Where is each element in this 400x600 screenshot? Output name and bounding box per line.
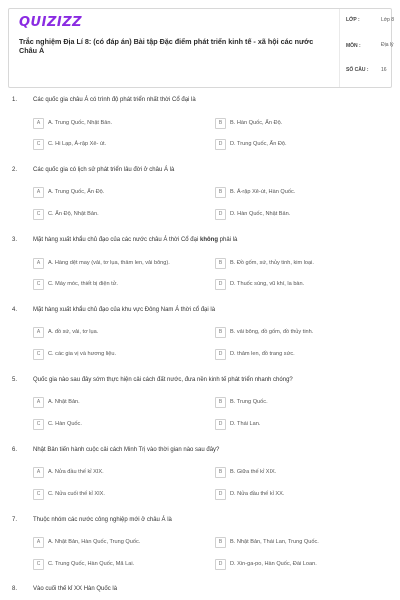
question-text-part: Mặt hàng xuất khẩu chủ đạo của các nước châu Á thời Cổ đại <box>33 237 200 243</box>
question-number: 3. <box>12 237 18 243</box>
option-letter-box: A <box>33 397 44 408</box>
question-count-label: SỐ CÂU : <box>346 67 369 73</box>
question-text: Các quốc gia có lịch sử phát triển lâu đời ở châu Á là <box>33 167 175 173</box>
option-b[interactable] <box>215 537 385 549</box>
option-letter-box: B <box>215 187 226 198</box>
worksheet-title: Trắc nghiệm Địa Lí 8: (có đáp án) Bài tập Đặc điểm phát triển kinh tế - xã hội các nước Châu Á <box>19 37 314 55</box>
option-letter-box: D <box>215 559 226 570</box>
option-text: C. Ấn Độ, Nhật Bản. <box>48 211 99 217</box>
option-letter-box: B <box>215 118 226 129</box>
option-text: B. Giữa thế kỉ XIX. <box>230 469 277 475</box>
option-text: D. Xin-ga-po, Hàn Quốc, Đài Loan. <box>230 561 317 567</box>
question-number: 8. <box>12 586 18 592</box>
option-b[interactable] <box>215 118 385 130</box>
option-letter-box: A <box>33 537 44 548</box>
option-d[interactable] <box>215 139 385 151</box>
question-text-part: phải là <box>217 237 238 243</box>
option-text: A. Hàng dệt may (vải, tơ lụa, thảm len, vải bông). <box>48 260 170 266</box>
option-letter-box: D <box>215 279 226 290</box>
option-letter-box: A <box>33 467 44 478</box>
option-c[interactable] <box>33 139 203 151</box>
option-d[interactable] <box>215 279 385 291</box>
option-a[interactable] <box>33 467 203 479</box>
option-letter-box: C <box>33 489 44 500</box>
option-text: C. Máy móc, thiết bị điện tử. <box>48 281 118 287</box>
option-b[interactable] <box>215 327 385 339</box>
question-number: 7. <box>12 517 18 523</box>
option-c[interactable] <box>33 489 203 501</box>
option-letter-box: C <box>33 349 44 360</box>
header-divider <box>339 9 340 87</box>
option-letter-box: D <box>215 419 226 430</box>
option-d[interactable] <box>215 419 385 431</box>
option-text: B. Trung Quốc. <box>230 399 268 405</box>
option-a[interactable] <box>33 397 203 409</box>
option-c[interactable] <box>33 279 203 291</box>
question-text: Mặt hàng xuất khẩu chủ đạo của khu vực Đông Nam Á thời cổ đại là <box>33 307 216 313</box>
question-text-emphasis: không <box>199 237 218 243</box>
option-b[interactable] <box>215 467 385 479</box>
option-letter-box: B <box>215 467 226 478</box>
option-text: D. Thuốc súng, vũ khí, la bàn. <box>230 281 305 287</box>
option-letter-box: A <box>33 187 44 198</box>
option-d[interactable] <box>215 349 385 361</box>
option-text: D. thảm len, đồ trang sức. <box>230 351 295 357</box>
option-letter-box: D <box>215 489 226 500</box>
question-number: 4. <box>12 307 18 313</box>
question-number: 2. <box>12 167 18 173</box>
question-text: Vào cuối thế kỉ XX Hàn Quốc là <box>33 586 118 592</box>
option-d[interactable] <box>215 559 385 571</box>
option-a[interactable] <box>33 118 203 130</box>
option-c[interactable] <box>33 419 203 431</box>
question-text: Các quốc gia châu Á có trình độ phát triển nhất thời Cổ đại là <box>33 97 196 103</box>
option-a[interactable] <box>33 258 203 270</box>
question-text: Nhật Bản tiến hành cuộc cải cách Minh Trị vào thời gian nào sau đây? <box>33 447 220 453</box>
option-d[interactable] <box>215 209 385 221</box>
option-text: B. Ả-rập Xê-út, Hàn Quốc. <box>230 189 296 195</box>
option-letter-box: A <box>33 327 44 338</box>
option-letter-box: C <box>33 559 44 570</box>
option-d[interactable] <box>215 489 385 501</box>
class-value: Lớp 8 <box>381 17 395 23</box>
option-c[interactable] <box>33 559 203 571</box>
option-text: D. Hàn Quốc, Nhật Bản. <box>230 211 291 217</box>
option-text: A. đồ sứ, vải, tơ lụa. <box>48 329 99 335</box>
option-text: B. Nhật Bản, Thái Lan, Trung Quốc. <box>230 539 319 545</box>
option-text: C. Hi Lạp, Ả-rập Xê- út. <box>48 141 107 147</box>
option-letter-box: B <box>215 397 226 408</box>
option-letter-box: C <box>33 139 44 150</box>
option-c[interactable] <box>33 209 203 221</box>
option-letter-box: C <box>33 279 44 290</box>
option-letter-box: B <box>215 258 226 269</box>
question-number: 5. <box>12 377 18 383</box>
option-b[interactable] <box>215 187 385 199</box>
class-label: LỚP : <box>346 17 360 23</box>
option-text: D. Trung Quốc, Ấn Độ. <box>230 141 287 147</box>
option-text: A. Nhật Bản. <box>48 399 80 405</box>
option-letter-box: D <box>215 349 226 360</box>
option-text: A. Trung Quốc, Nhật Bản. <box>48 120 113 126</box>
option-text: B. Đồ gốm, sứ, thủy tinh, kim loại. <box>230 260 314 266</box>
option-letter-box: B <box>215 327 226 338</box>
option-text: C. Nửa cuối thế kỉ XIX. <box>48 491 105 497</box>
option-a[interactable] <box>33 537 203 549</box>
option-text: D. Nửa đầu thế kỉ XX. <box>230 491 285 497</box>
question-text: Quốc gia nào sau đây sớm thực hiện cải cách đất nước, đưa nền kinh tế phát triển nhanh chóng? <box>33 377 293 383</box>
quizizz-logo: QUIZIZZ <box>19 15 83 30</box>
option-letter-box: D <box>215 139 226 150</box>
option-letter-box: C <box>33 419 44 430</box>
option-text: A. Nửa đầu thế kỉ XIX. <box>48 469 104 475</box>
question-number: 6. <box>12 447 18 453</box>
option-a[interactable] <box>33 327 203 339</box>
question-text: Thuộc nhóm các nước công nghiệp mới ở châu Á là <box>33 517 172 523</box>
option-a[interactable] <box>33 187 203 199</box>
question-count-value: 16 <box>381 67 387 73</box>
option-text: D. Thái Lan. <box>230 421 261 427</box>
option-b[interactable] <box>215 258 385 270</box>
option-letter-box: C <box>33 209 44 220</box>
option-text: B. Hàn Quốc, Ấn Độ. <box>230 120 283 126</box>
option-c[interactable] <box>33 349 203 361</box>
option-letter-box: D <box>215 209 226 220</box>
option-text: C. Hàn Quốc. <box>48 421 82 427</box>
option-text: A. Trung Quốc, Ấn Độ. <box>48 189 105 195</box>
subject-value: Địa lý <box>381 42 394 48</box>
worksheet-header <box>8 8 395 88</box>
option-text: C. Trung Quốc, Hàn Quốc, Mã Lai. <box>48 561 135 567</box>
option-letter-box: A <box>33 258 44 269</box>
option-text: A. Nhật Bản, Hàn Quốc, Trung Quốc. <box>48 539 141 545</box>
question-number: 1. <box>12 97 18 103</box>
subject-label: MÔN : <box>346 43 361 49</box>
option-letter-box: B <box>215 537 226 548</box>
option-text: B. vải bông, đồ gốm, đồ thủy tinh. <box>230 329 314 335</box>
question-text <box>33 237 388 243</box>
option-b[interactable] <box>215 397 385 409</box>
option-letter-box: A <box>33 118 44 129</box>
option-text: C. các gia vị và hương liệu. <box>48 351 117 357</box>
